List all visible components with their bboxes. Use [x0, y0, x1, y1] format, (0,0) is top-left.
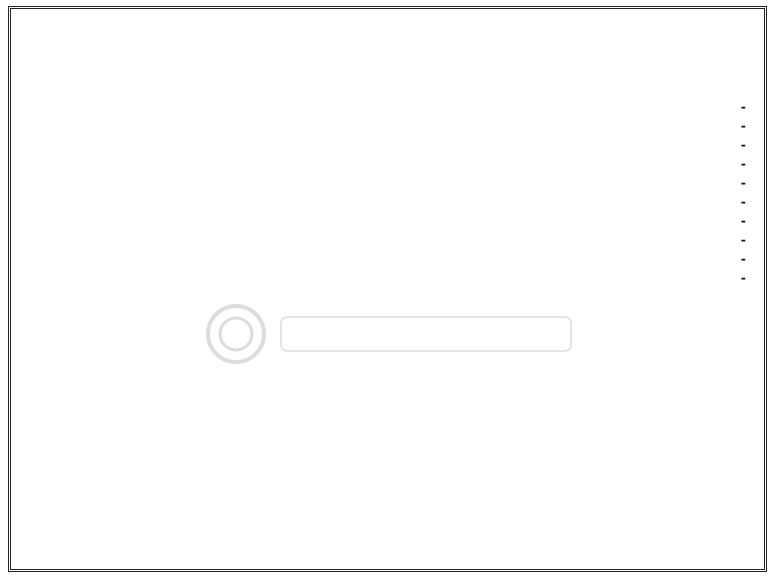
address-b-line-1 — [23, 405, 752, 424]
address-a-line-1 — [23, 367, 752, 386]
body-line-2 — [23, 306, 752, 325]
list-item — [23, 173, 746, 192]
footer-note — [23, 443, 752, 462]
list-item — [23, 97, 746, 116]
signature-org-name — [25, 537, 165, 561]
notice-title — [23, 13, 752, 57]
list-item — [23, 192, 746, 211]
list-item — [23, 154, 746, 173]
address-b-line-2 — [23, 424, 752, 443]
specification-list — [23, 97, 752, 287]
body-line-1 — [23, 287, 752, 306]
list-item — [23, 211, 746, 230]
list-item — [23, 116, 746, 135]
intro-line-1 — [23, 59, 752, 78]
body-line-3 — [23, 325, 752, 344]
notice-frame — [8, 6, 767, 572]
list-item — [23, 135, 746, 154]
list-item — [23, 268, 746, 287]
list-item — [23, 230, 746, 249]
address-a-line-2 — [23, 386, 752, 405]
list-item — [23, 249, 746, 268]
body-line-4 — [23, 344, 752, 363]
intro-line-2 — [23, 78, 752, 97]
